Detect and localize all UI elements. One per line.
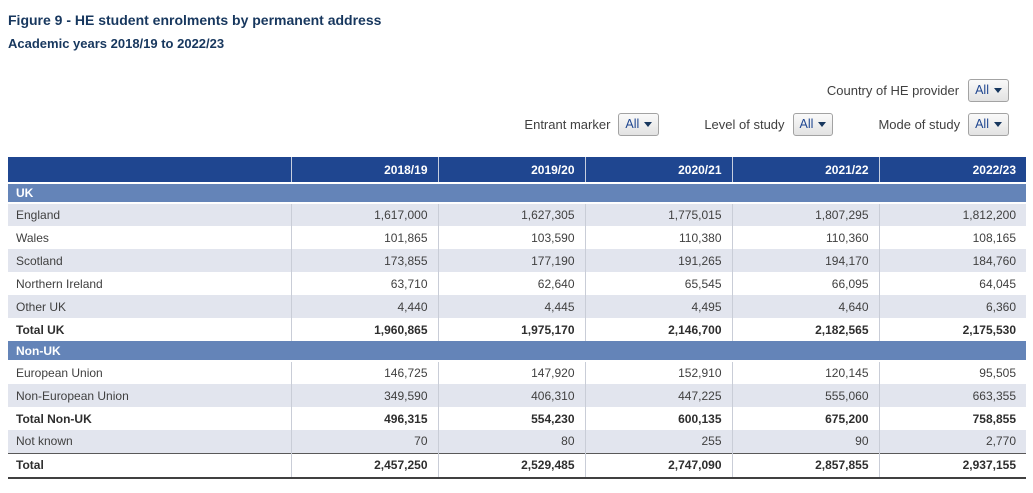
value-cell: 2,937,155 [879,453,1026,478]
table-row [8,226,1026,249]
filter-row-secondary [524,112,1009,136]
year-column-header: 2021/22 [732,157,879,183]
value-cell: 2,529,485 [438,453,585,478]
row-label: Total Non-UK [16,411,92,426]
enrolments-table [8,157,1026,479]
row-label: Wales [16,230,49,245]
mode-filter-dropdown[interactable] [968,113,1009,136]
value-cell: 1,627,305 [438,203,585,226]
value-cell: 184,760 [879,249,1026,272]
value-cell: 108,165 [879,226,1026,249]
row-label: Non-European Union [8,384,291,407]
chevron-down-icon [994,122,1002,127]
value-cell: 103,590 [438,226,585,249]
value-cell: 4,495 [585,295,732,318]
table-row [8,361,1026,384]
level-filter-dropdown[interactable] [793,113,834,136]
table-row [8,295,1026,318]
value-cell: 177,190 [438,249,585,272]
table-row [8,249,1026,272]
value-cell: 146,725 [291,361,438,384]
value-cell: 120,145 [732,361,879,384]
row-label: Not known [8,430,291,453]
value-cell: 1,775,015 [585,203,732,226]
table-row [8,203,1026,226]
value-cell: 555,060 [732,384,879,407]
value-cell: 496,315 [291,407,438,430]
year-column-header: 2022/23 [879,157,1026,183]
subtotal-row [8,318,1026,341]
chevron-down-icon [994,88,1002,93]
value-cell: 1,807,295 [732,203,879,226]
value-cell: 63,710 [291,272,438,295]
value-cell: 4,445 [438,295,585,318]
value-cell: 2,770 [879,430,1026,453]
grand-total-row [8,453,1026,478]
row-label: Total [8,453,291,478]
value-cell: 110,380 [585,226,732,249]
empty-header-cell [8,157,291,183]
value-cell: 2,182,565 [732,318,879,341]
value-cell: 95,505 [879,361,1026,384]
entrant-filter-group [524,113,659,136]
row-label: Northern Ireland [16,276,103,291]
value-cell: 349,590 [291,384,438,407]
row-label: Total UK [16,322,65,337]
country-filter-dropdown[interactable] [968,79,1009,102]
value-cell: 2,857,855 [732,453,879,478]
value-cell: 1,960,865 [291,318,438,341]
value-cell: 447,225 [585,384,732,407]
mode-filter-group [878,113,1009,136]
level-filter-label: Level of study [704,116,785,132]
row-label: Other UK [8,295,291,318]
value-cell: 255 [585,430,732,453]
value-cell: 80 [438,430,585,453]
year-column-header: 2018/19 [291,157,438,183]
value-cell: 1,812,200 [879,203,1026,226]
entrant-filter-value: All [625,117,640,131]
value-cell: 191,265 [585,249,732,272]
value-cell: 675,200 [732,407,879,430]
subtotal-row [8,407,1026,430]
country-filter-label: Country of HE provider [826,82,960,98]
value-cell: 101,865 [291,226,438,249]
value-cell: 758,855 [879,407,1026,430]
row-label: England [8,203,291,226]
value-cell: 90 [732,430,879,453]
value-cell: 1,617,000 [291,203,438,226]
entrant-filter-dropdown[interactable] [618,113,659,136]
mode-filter-label: Mode of study [878,116,961,132]
section-label: Non-UK [8,341,1026,361]
value-cell: 2,146,700 [585,318,732,341]
mode-filter-value: All [975,117,989,131]
table-row [8,272,1026,295]
year-column-header: 2019/20 [438,157,585,183]
value-cell: 152,910 [585,361,732,384]
value-cell: 64,045 [879,272,1026,295]
entrant-filter-label: Entrant marker [524,116,611,132]
value-cell: 66,095 [732,272,879,295]
value-cell: 4,640 [732,295,879,318]
value-cell: 65,545 [585,272,732,295]
level-filter-value: All [799,117,814,131]
value-cell: 1,975,170 [438,318,585,341]
table-row [8,384,1026,407]
chevron-down-icon [644,122,652,127]
country-filter-value: All [975,83,989,97]
section-label: UK [8,183,1026,203]
year-column-header: 2020/21 [585,157,732,183]
value-cell: 2,747,090 [585,453,732,478]
value-cell: 194,170 [732,249,879,272]
value-cell: 173,855 [291,249,438,272]
level-filter-group [704,113,833,136]
table-header-row [8,157,1026,183]
value-cell: 406,310 [438,384,585,407]
section-header-row [8,183,1026,203]
value-cell: 2,175,530 [879,318,1026,341]
filter-row-country [827,78,1009,102]
value-cell: 4,440 [291,295,438,318]
value-cell: 62,640 [438,272,585,295]
value-cell: 70 [291,430,438,453]
value-cell: 147,920 [438,361,585,384]
table-row [8,430,1026,453]
value-cell: 6,360 [879,295,1026,318]
value-cell: 2,457,250 [291,453,438,478]
value-cell: 554,230 [438,407,585,430]
value-cell: 600,135 [585,407,732,430]
figure-title: Figure 9 - HE student enrolments by permanent address [8,12,382,28]
row-label: Scotland [8,249,291,272]
chevron-down-icon [818,122,826,127]
value-cell: 663,355 [879,384,1026,407]
figure-subtitle: Academic years 2018/19 to 2022/23 [8,36,225,51]
row-label: European Union [16,366,103,380]
section-header-row [8,341,1026,361]
value-cell: 110,360 [732,226,879,249]
